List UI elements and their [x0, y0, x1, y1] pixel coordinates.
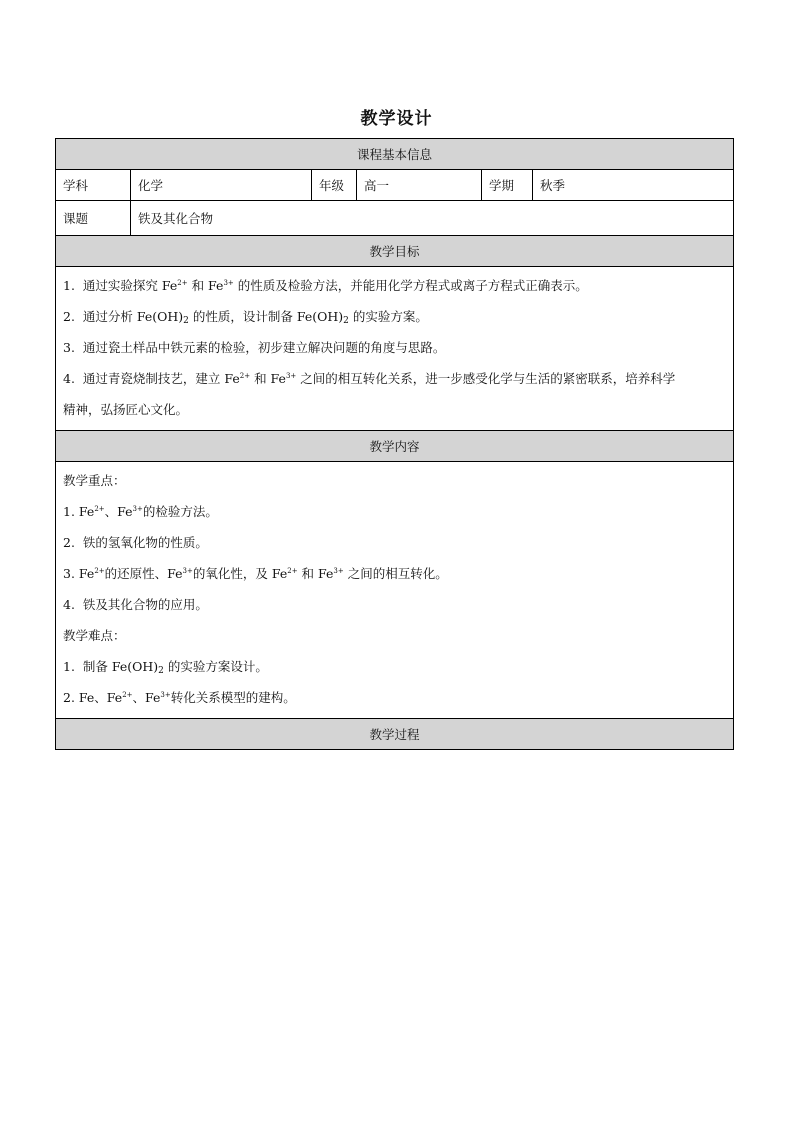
item-number: 2.: [63, 535, 75, 550]
item-text: 通过青瓷烧制技艺，建立 Fe: [82, 371, 240, 386]
difficult-points-label: 教学难点：: [63, 628, 126, 643]
item-text: Fe: [78, 504, 95, 519]
ion-charge: 2+: [94, 505, 105, 513]
difficult-point-item: [63, 651, 726, 682]
objective-item: [63, 363, 726, 394]
item-text: 铁及其化合物的应用。: [82, 597, 208, 612]
subject-label: 学科: [56, 170, 131, 201]
section-header-row: [56, 431, 734, 462]
objectives-row: [56, 267, 734, 431]
key-point-item: [63, 527, 726, 558]
difficult-point-item: [63, 682, 726, 713]
item-text: 通过实验探究 Fe: [82, 278, 178, 293]
process-header: 教学过程: [56, 719, 734, 750]
item-text: 制备 Fe(OH): [82, 659, 159, 674]
item-text: 的还原性、Fe: [104, 566, 183, 581]
ion-charge: 3+: [285, 372, 297, 380]
info-row: [56, 170, 734, 201]
item-text: 、Fe: [132, 690, 161, 705]
topic-value: 铁及其化合物: [131, 201, 734, 236]
section-header-row: [56, 719, 734, 750]
ion-charge: 3+: [160, 691, 171, 699]
ion-charge: 3+: [132, 505, 143, 513]
item-text: 铁的氢氧化物的性质。: [82, 535, 208, 550]
grade-value: 高一: [357, 170, 482, 201]
item-text: 之间的相互转化。: [343, 566, 448, 581]
ion-charge: 3+: [333, 567, 344, 575]
ion-charge: 2+: [122, 691, 133, 699]
ion-charge: 2+: [287, 567, 298, 575]
objective-item-continuation: 精神，弘扬匠心文化。: [63, 402, 189, 417]
item-text: 通过瓷土样品中铁元素的检验，初步建立解决问题的角度与思路。: [82, 340, 446, 355]
ion-charge: 2+: [94, 567, 105, 575]
item-number: 4.: [63, 371, 75, 386]
item-number: 1.: [63, 659, 75, 674]
objectives-body: [56, 267, 734, 431]
topic-row: [56, 201, 734, 236]
page-title: 教学设计: [360, 109, 433, 129]
ion-charge: 2+: [177, 279, 188, 287]
subject-value: 化学: [131, 170, 312, 201]
content-header: 教学内容: [56, 431, 734, 462]
item-number: 3.: [63, 340, 75, 355]
item-text: 的氧化性，及 Fe: [192, 566, 288, 581]
item-text: 的性质及检验方法，并能用化学方程式或离子方程式正确表示。: [233, 278, 588, 293]
formula-subscript: 2: [343, 316, 349, 326]
item-number: 1.: [63, 278, 75, 293]
grade-label: 年级: [312, 170, 357, 201]
key-point-item: [63, 496, 726, 527]
formula-subscript: 2: [158, 666, 164, 676]
ion-charge: 2+: [239, 372, 251, 380]
content-row: [56, 462, 734, 719]
key-point-item: [63, 589, 726, 620]
key-points-label: 教学重点：: [63, 473, 126, 488]
term-value: 秋季: [533, 170, 734, 201]
topic-label: 课题: [56, 201, 131, 236]
formula-subscript: 2: [183, 316, 189, 326]
item-text: Fe: [78, 566, 95, 581]
ion-charge: 3+: [223, 279, 234, 287]
section-header-row: [56, 139, 734, 170]
objectives-header: 教学目标: [56, 236, 734, 267]
item-text: 的实验方案设计。: [163, 659, 268, 674]
item-text: Fe、Fe: [78, 690, 123, 705]
item-number: 2.: [63, 690, 75, 705]
item-number: 1.: [63, 504, 75, 519]
item-text: 和 Fe: [297, 566, 334, 581]
course-info-header: 课程基本信息: [56, 139, 734, 170]
item-text: 的实验方案。: [348, 309, 428, 324]
objective-item: [63, 301, 726, 332]
item-text: 和 Fe: [187, 278, 224, 293]
lesson-plan-table: [55, 138, 734, 750]
item-text: 的性质，设计制备 Fe(OH): [188, 309, 344, 324]
item-text: 和 Fe: [250, 371, 286, 386]
key-point-item: [63, 558, 726, 589]
item-text: 的检验方法。: [142, 504, 218, 519]
item-text: 转化关系模型的建构。: [170, 690, 296, 705]
section-header-row: [56, 236, 734, 267]
item-number: 3.: [63, 566, 75, 581]
item-text: 通过分析 Fe(OH): [82, 309, 184, 324]
item-number: 2.: [63, 309, 75, 324]
term-label: 学期: [482, 170, 533, 201]
item-text: 、Fe: [104, 504, 133, 519]
ion-charge: 3+: [182, 567, 193, 575]
objective-item: [63, 270, 726, 301]
content-body: [56, 462, 734, 719]
objective-item: [63, 332, 726, 363]
item-text: 之间的相互转化关系，进一步感受化学与生活的紧密联系，培养科学: [296, 371, 676, 386]
item-number: 4.: [63, 597, 75, 612]
